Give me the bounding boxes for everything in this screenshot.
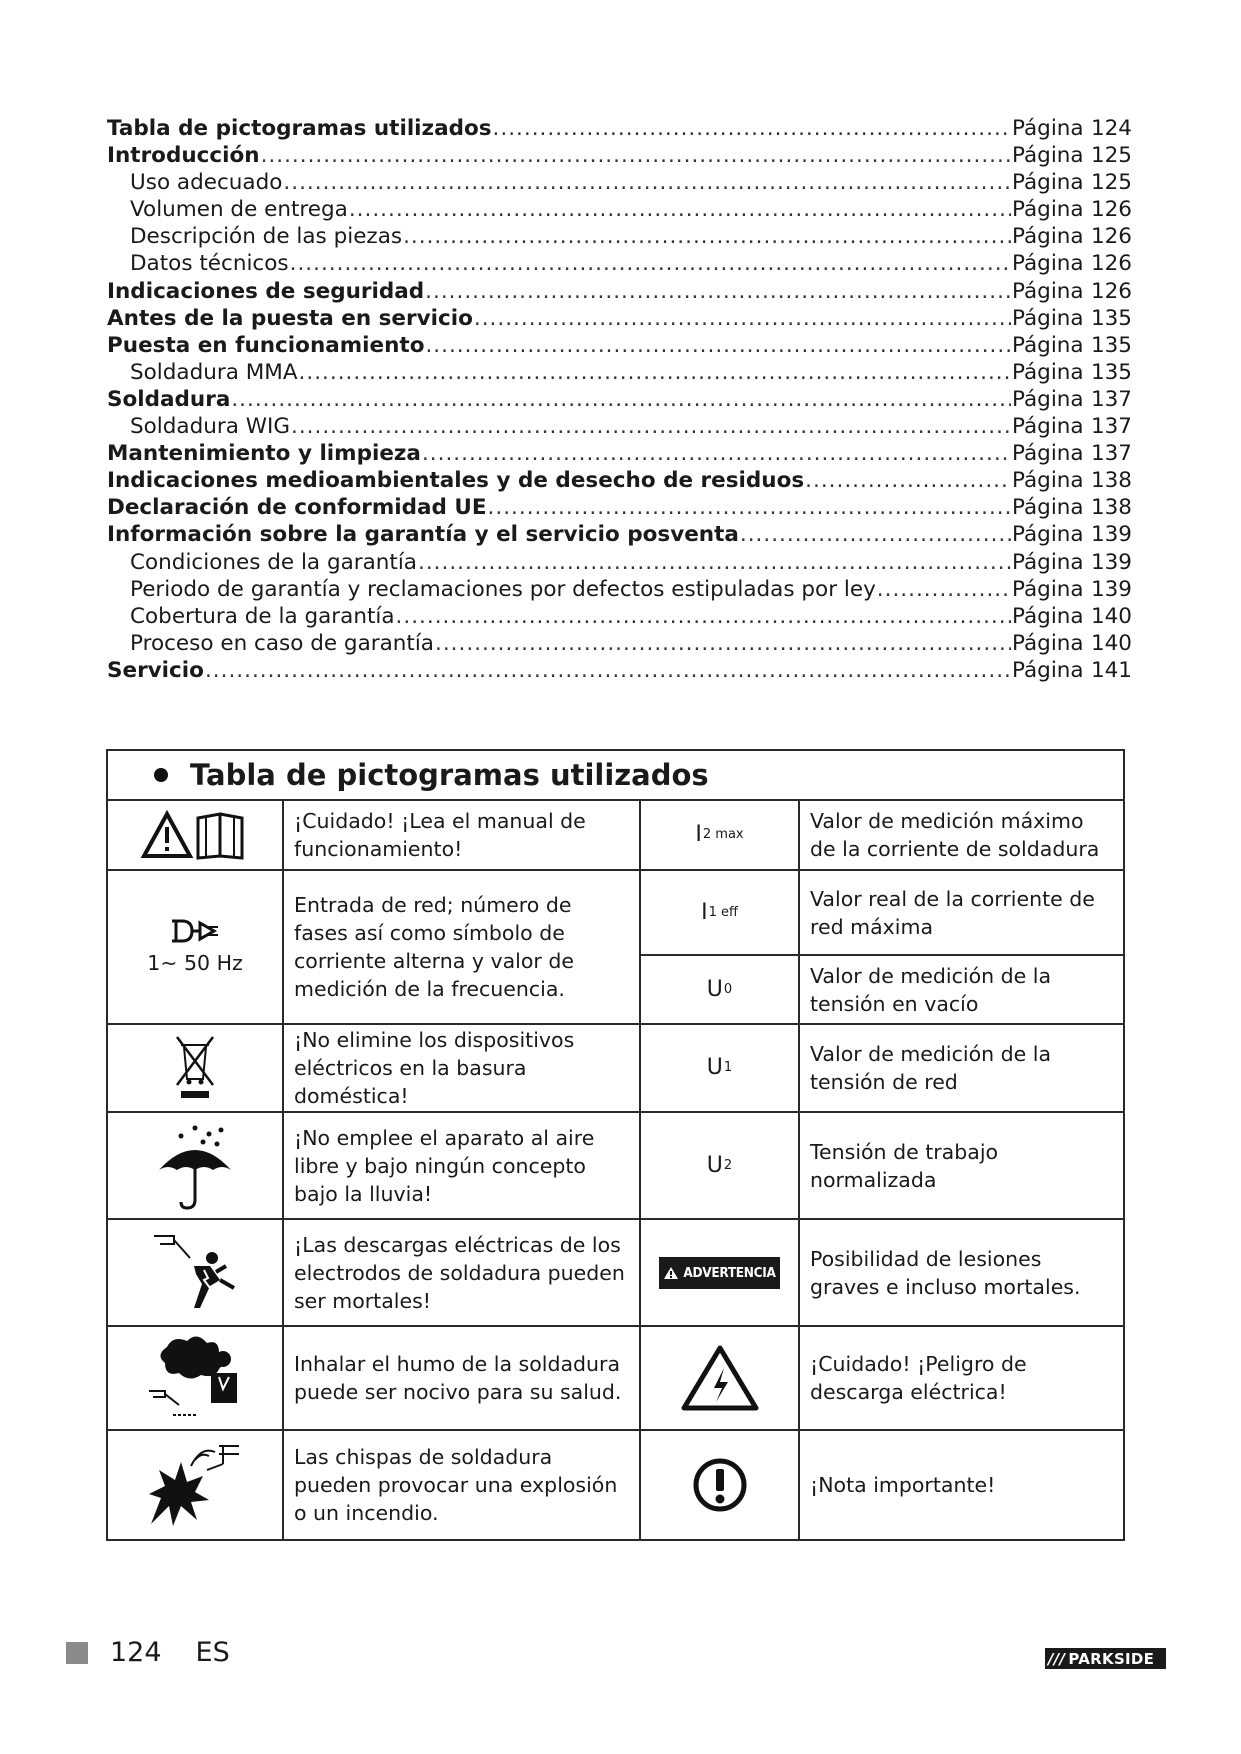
mains-input-icon: [108, 871, 284, 1025]
toc-page-number: 137: [1090, 441, 1132, 467]
toc-page-number: 135: [1090, 305, 1132, 331]
toc-entry[interactable]: [107, 630, 1132, 657]
toc-entry-title: Proceso en caso de garantía: [130, 630, 434, 656]
toc-page-word: Página: [1012, 386, 1084, 412]
toc-entry-title: Soldadura WIG: [130, 414, 290, 440]
u1-text: Valor de medición de la tensión de red: [800, 1025, 1123, 1113]
toc-page-word: Página: [1012, 549, 1084, 575]
toc-entry[interactable]: [107, 603, 1132, 630]
toc-entry-title: Soldadura: [107, 386, 231, 412]
toc-entry-title: Cobertura de la garantía: [130, 603, 395, 629]
page-number: 124: [110, 1637, 162, 1668]
toc-page-number: 141: [1090, 657, 1132, 683]
toc-page-number: 137: [1090, 386, 1132, 412]
read-manual-icon: [108, 801, 284, 871]
high-voltage-icon: [641, 1327, 800, 1431]
warning-badge-cell: [641, 1220, 800, 1327]
toc-page-word: Página: [1012, 224, 1084, 250]
toc-leader-dots: [740, 521, 1011, 548]
i2max-symbol: I 2 max: [641, 801, 800, 871]
toc-page-word: Página: [1012, 522, 1084, 548]
toc-leader-dots: [488, 494, 1011, 521]
toc-page-word: Página: [1012, 116, 1084, 141]
toc-page-word: Página: [1012, 305, 1084, 331]
crossed-bin-icon: [108, 1025, 284, 1113]
toc-entry-title: Descripción de las piezas: [130, 224, 403, 250]
toc-entry[interactable]: [107, 223, 1132, 250]
toc-leader-dots: [403, 223, 1011, 250]
toc-page-word: Página: [1012, 278, 1084, 304]
toc-page-number: 138: [1090, 495, 1132, 521]
toc-leader-dots: [283, 169, 1011, 196]
toc-leader-dots: [493, 115, 1011, 142]
toc-page-word: Página: [1012, 197, 1084, 223]
toc-entry-title: Uso adecuado: [130, 170, 283, 196]
toc-leader-dots: [418, 549, 1011, 576]
toc-leader-dots: [299, 359, 1011, 386]
toc-entry-title: Puesta en funcionamiento: [107, 332, 425, 358]
sparks-text: Las chispas de soldadura pueden provocar una explosión o un incendio.: [284, 1431, 641, 1539]
toc-leader-dots: [435, 630, 1011, 657]
toc-page-number: 126: [1090, 224, 1132, 250]
toc-leader-dots: [205, 657, 1011, 684]
toc-leader-dots: [290, 250, 1011, 277]
u2-symbol: U 2: [641, 1113, 800, 1220]
welding-fumes-text: Inhalar el humo de la soldadura puede ser nocivo para su salud.: [284, 1327, 641, 1431]
bullet-icon: [154, 768, 168, 782]
toc-entry[interactable]: [107, 359, 1132, 386]
umbrella-rain-icon: [108, 1113, 284, 1220]
toc-page-word: Página: [1012, 495, 1084, 521]
toc-page-word: Página: [1012, 603, 1084, 629]
toc-entry-title: Indicaciones medioambientales y de desecho de residuos: [107, 468, 805, 494]
toc-entry[interactable]: [107, 196, 1132, 223]
page-footer: [66, 1637, 230, 1668]
toc-entry[interactable]: [107, 413, 1132, 440]
no-household-waste-text: ¡No elimine los dispositivos eléctricos en la basura doméstica!: [284, 1025, 641, 1113]
language-code: ES: [195, 1637, 230, 1668]
toc-page-word: Página: [1012, 657, 1084, 683]
toc-page-word: Página: [1012, 143, 1084, 169]
toc-entry-title: Volumen de entrega: [130, 197, 348, 223]
warning-triangle-icon: [663, 1266, 679, 1280]
toc-page-number: 140: [1090, 603, 1132, 629]
toc-entry[interactable]: [107, 305, 1132, 332]
toc-entry-title: Introducción: [107, 143, 260, 169]
toc-entry-title: Tabla de pictogramas utilizados: [107, 116, 492, 141]
toc-leader-dots: [877, 576, 1011, 603]
electric-shock-person-icon: [108, 1220, 284, 1327]
u0-symbol: U 0: [641, 956, 800, 1025]
toc-page-word: Página: [1012, 468, 1084, 494]
u0-text: Valor de medición de la tensión en vacío: [800, 956, 1123, 1025]
toc-entry-title: Servicio: [107, 657, 204, 683]
shock-danger-text: ¡Cuidado! ¡Peligro de descarga eléctrica!: [800, 1327, 1123, 1431]
parkside-logo: /// PARKSIDE: [1045, 1648, 1166, 1669]
no-rain-text: ¡No emplee el aparato al aire libre y bajo ningún concepto bajo la lluvia!: [284, 1113, 641, 1220]
toc-page-number: 125: [1090, 170, 1132, 196]
table-of-contents: [107, 115, 1132, 684]
toc-leader-dots: [349, 196, 1011, 223]
toc-page-word: Página: [1012, 359, 1084, 385]
read-manual-text: ¡Cuidado! ¡Lea el manual de funcionamiento!: [284, 801, 641, 871]
mains-input-text: Entrada de red; número de fases así como símbolo de corriente alterna y valor de medición de la frecuencia.: [284, 871, 641, 1025]
toc-entry[interactable]: [107, 440, 1132, 467]
toc-leader-dots: [422, 440, 1011, 467]
toc-page-number: 139: [1090, 522, 1132, 548]
toc-entry[interactable]: [107, 142, 1132, 169]
toc-leader-dots: [261, 142, 1011, 169]
toc-page-word: Página: [1012, 414, 1084, 440]
i1eff-symbol: I 1 eff: [641, 871, 800, 956]
important-note-icon: [641, 1431, 800, 1539]
toc-entry-title: Datos técnicos: [130, 251, 289, 277]
toc-entry[interactable]: [107, 576, 1132, 603]
toc-entry-title: Información sobre la garantía y el servicio posventa: [107, 522, 739, 548]
toc-entry[interactable]: [107, 467, 1132, 494]
u2-text: Tensión de trabajo normalizada: [800, 1113, 1123, 1220]
toc-entry[interactable]: [107, 549, 1132, 576]
toc-entry[interactable]: [107, 278, 1132, 305]
toc-entry-title: Antes de la puesta en servicio: [107, 305, 473, 331]
toc-entry[interactable]: [107, 521, 1132, 548]
toc-page-number: 126: [1090, 278, 1132, 304]
toc-page-word: Página: [1012, 332, 1084, 358]
toc-page-number: 135: [1090, 359, 1132, 385]
toc-page-number: 126: [1090, 251, 1132, 277]
i2max-text: Valor de medición máximo de la corriente de soldadura: [800, 801, 1123, 871]
i1eff-text: Valor real de la corriente de red máxima: [800, 871, 1123, 956]
mains-frequency-label: 1~ 50 Hz: [147, 951, 243, 975]
toc-page-number: 137: [1090, 414, 1132, 440]
toc-page-number: 125: [1090, 143, 1132, 169]
toc-leader-dots: [474, 305, 1011, 332]
toc-entry-title: Declaración de conformidad UE: [107, 495, 487, 521]
toc-page-number: 139: [1090, 549, 1132, 575]
electric-shock-text: ¡Las descargas eléctricas de los electrodos de soldadura pueden ser mortales!: [284, 1220, 641, 1327]
toc-leader-dots: [291, 413, 1011, 440]
toc-leader-dots: [396, 603, 1011, 630]
toc-entry-title: Indicaciones de seguridad: [107, 278, 425, 304]
warning-badge: ADVERTENCIA: [659, 1257, 779, 1289]
toc-leader-dots: [231, 386, 1011, 413]
u1-symbol: U 1: [641, 1025, 800, 1113]
toc-page-word: Página: [1012, 170, 1084, 196]
toc-entry[interactable]: [107, 115, 1132, 142]
toc-page-number: 135: [1090, 332, 1132, 358]
toc-page-number: 124: [1090, 116, 1132, 141]
warning-text: Posibilidad de lesiones graves e incluso mortales.: [800, 1220, 1123, 1327]
toc-entry[interactable]: [107, 386, 1132, 413]
toc-page-number: 140: [1090, 630, 1132, 656]
toc-page-word: Página: [1012, 251, 1084, 277]
pictogram-table-header: [108, 751, 1123, 801]
toc-leader-dots: [425, 332, 1011, 359]
toc-entry[interactable]: [107, 250, 1132, 277]
important-note-text: ¡Nota importante!: [810, 1473, 996, 1497]
toc-page-word: Página: [1012, 576, 1084, 602]
pictogram-table: [106, 749, 1125, 1541]
footer-square-icon: [66, 1642, 88, 1664]
sparks-explosion-icon: [108, 1431, 284, 1539]
toc-entry-title: Mantenimiento y limpieza: [107, 441, 421, 467]
welding-fumes-icon: [108, 1327, 284, 1431]
toc-entry-title: Soldadura MMA: [130, 359, 298, 385]
toc-page-number: 126: [1090, 197, 1132, 223]
toc-entry-title: Condiciones de la garantía: [130, 549, 417, 575]
pictogram-table-title: Tabla de pictogramas utilizados: [190, 758, 709, 792]
toc-page-word: Página: [1012, 630, 1084, 656]
toc-leader-dots: [425, 278, 1011, 305]
toc-page-number: 139: [1090, 576, 1132, 602]
toc-entry[interactable]: [107, 657, 1132, 684]
toc-page-number: 138: [1090, 468, 1132, 494]
toc-entry[interactable]: [107, 332, 1132, 359]
toc-entry[interactable]: [107, 169, 1132, 196]
toc-page-word: Página: [1012, 441, 1084, 467]
toc-entry[interactable]: [107, 494, 1132, 521]
toc-entry-title: Periodo de garantía y reclamaciones por defectos estipuladas por ley: [130, 576, 876, 602]
toc-leader-dots: [805, 467, 1011, 494]
